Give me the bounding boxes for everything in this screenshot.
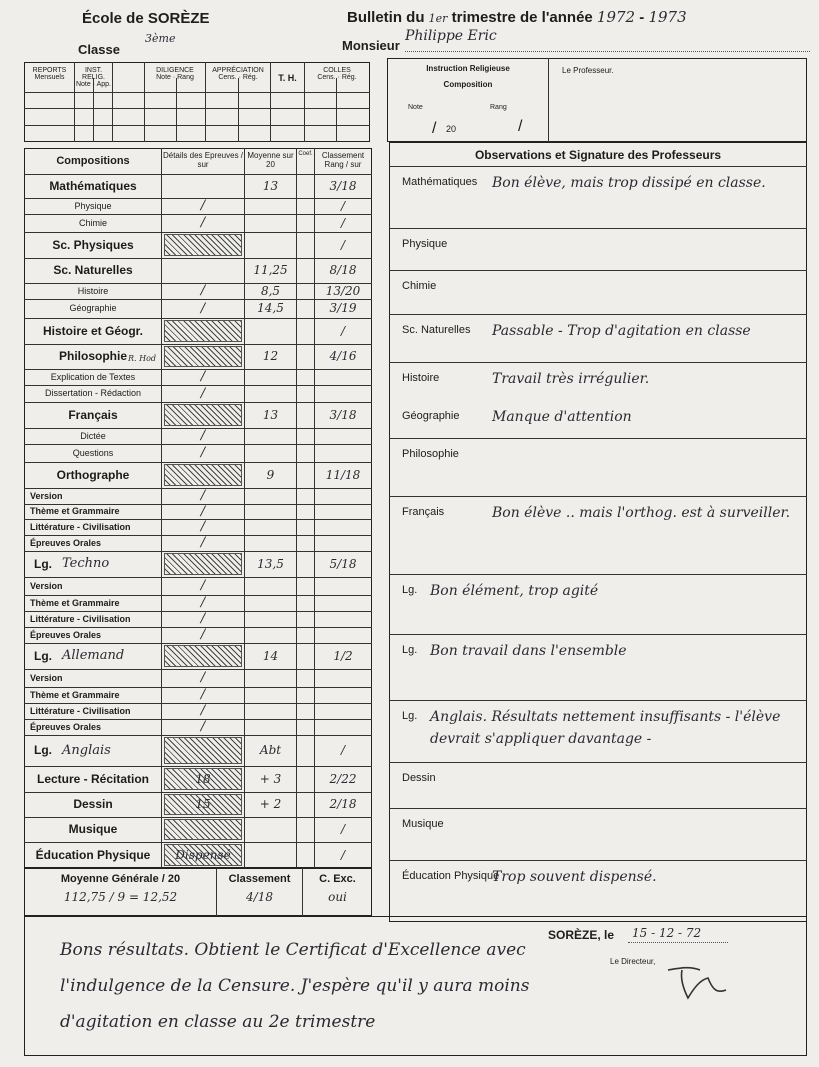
year-sep: - — [639, 9, 645, 26]
top-h-1-title: INST. RELIG. — [82, 67, 105, 81]
detail-cell: 18 — [195, 772, 211, 786]
average-cell: 11,25 — [253, 263, 288, 277]
rank-cell: 3/19 — [329, 301, 357, 315]
observation-comment: Anglais. Résultats nettement insuffisants - l'élève devrait s'appliquer davantage - — [430, 709, 781, 747]
observation-label: Mathématiques — [402, 176, 478, 188]
top-h-0-sub: Mensuels — [34, 74, 65, 81]
grades-row-label: Orthographe — [56, 468, 130, 482]
grades-row-label: Version — [30, 581, 63, 591]
rank-cell: 4/16 — [329, 349, 357, 363]
religion-title: Instruction Religieuse — [426, 64, 510, 73]
grades-row-label: Épreuves Orales — [30, 722, 102, 732]
top-h-4: T. H. — [278, 73, 297, 83]
grades-row-label: Français — [68, 408, 118, 422]
observation-label: Lg. — [402, 710, 418, 722]
rank-cell: / — [340, 822, 346, 836]
detail-cell: / — [200, 578, 206, 593]
religion-rang-slash: / — [518, 118, 523, 135]
observation-label: Philosophie — [402, 448, 459, 460]
observation-row-divider — [389, 362, 807, 363]
observation-row-divider — [389, 228, 807, 229]
bulletin-mid: trimestre de l'année — [451, 9, 593, 26]
grades-row-label: Lg. — [34, 649, 52, 663]
detail-cell: / — [200, 386, 206, 401]
trimester-value: 1er — [428, 12, 448, 25]
observation-comment: Manque d'attention — [492, 409, 632, 425]
classement-label: Classement — [228, 873, 291, 885]
grades-row-label: Épreuves Orales — [30, 538, 102, 548]
cexc-label: C. Exc. — [319, 873, 356, 885]
grades-row-label: Lg. — [34, 743, 52, 757]
rank-cell: / — [340, 848, 346, 862]
class-label: Classe — [78, 42, 120, 57]
moyenne-generale-value: 112,75 / 9 = 12,52 — [63, 890, 178, 904]
religion-subtitle: Composition — [443, 80, 493, 89]
detail-cell: / — [200, 428, 206, 443]
top-h-5-title: COLLES — [323, 67, 351, 74]
detail-cell: / — [200, 627, 206, 642]
observation-row-divider — [389, 574, 807, 575]
hatched-cell — [164, 320, 242, 342]
average-cell: 14,5 — [257, 301, 284, 315]
religion-professor-label: Le Professeur. — [562, 66, 614, 75]
grades-row-label: Lecture - Récitation — [36, 772, 150, 786]
observation-comment: Trop souvent dispensé. — [492, 869, 657, 885]
col-compositions: Compositions — [56, 155, 130, 167]
observation-row-divider — [389, 634, 807, 635]
detail-cell: / — [200, 504, 206, 519]
rank-cell: 11/18 — [325, 468, 361, 482]
student-label: Monsieur — [342, 38, 400, 53]
top-h-2 — [145, 67, 205, 81]
director-comment: Bons résultats. Obtient le Certificat d'Excellence avec l'indulgence de la Censure. J'espère qu'il y aura moins d'agitation en classe au 2e trimestre — [60, 940, 530, 1032]
bulletin-title — [347, 8, 687, 26]
average-cell: 8,5 — [260, 284, 281, 298]
detail-cell: / — [200, 719, 206, 734]
grades-row-label: Thème et Grammaire — [30, 598, 120, 608]
col-details: Détails des Epreuves / sur — [162, 151, 244, 169]
detail-cell: / — [200, 445, 206, 460]
grades-row-label: Littérature - Civilisation — [30, 614, 131, 624]
top-h-2-title: DILIGENCE — [156, 67, 194, 74]
top-h-1 — [75, 67, 112, 88]
detail-cell: 15 — [195, 797, 211, 811]
observation-label: Français — [402, 506, 445, 518]
detail-cell: / — [200, 369, 206, 384]
col-coef: Coef. — [298, 151, 313, 157]
average-cell: + 3 — [259, 772, 282, 786]
observation-comment: Bon travail dans l'ensemble — [430, 643, 627, 659]
hatched-cell — [164, 819, 242, 840]
observation-comment: Bon élève .. mais l'orthog. est à surveiller. — [492, 505, 791, 521]
grades-row-label: Chimie — [78, 218, 107, 228]
rank-cell: / — [340, 199, 346, 213]
moyenne-generale-label: Moyenne Générale / 20 — [60, 873, 181, 885]
detail-cell: / — [200, 283, 206, 298]
rank-cell: 2/22 — [329, 772, 357, 786]
hatched-cell — [164, 404, 242, 426]
grades-row-label: Littérature - Civilisation — [30, 706, 131, 716]
detail-cell: / — [200, 535, 206, 550]
observation-row-divider — [389, 860, 807, 861]
rank-cell: / — [340, 324, 346, 338]
detail-cell: / — [200, 198, 206, 213]
average-cell: Abt — [259, 743, 282, 757]
bulletin-pre: Bulletin du — [347, 9, 425, 26]
rank-cell: / — [340, 743, 346, 757]
director-signature-icon — [660, 960, 740, 1010]
language-name: Allemand — [62, 648, 125, 663]
detail-cell: / — [200, 488, 206, 503]
year-start: 1972 — [596, 8, 636, 26]
average-cell: 13 — [262, 408, 279, 422]
observation-comment: Travail très irrégulier. — [492, 371, 650, 387]
grades-row-label: Thème et Grammaire — [30, 506, 120, 516]
detail-cell: Dispensé — [175, 848, 231, 862]
observation-row-divider — [389, 808, 807, 809]
grades-row-label: Physique — [74, 201, 112, 211]
average-cell: 14 — [262, 649, 279, 663]
observation-row-divider — [389, 496, 807, 497]
classement-value: 4/18 — [246, 890, 273, 904]
detail-cell: / — [200, 215, 206, 230]
language-name: Anglais — [62, 743, 111, 758]
rank-cell: 2/18 — [329, 797, 357, 811]
observation-label: Éducation Physique — [402, 870, 500, 882]
top-h-3-sub: Cens. · Rég. — [218, 74, 258, 81]
grades-row-label: Épreuves Orales — [30, 630, 102, 640]
average-cell: + 2 — [259, 797, 282, 811]
observation-label: Histoire — [402, 372, 440, 384]
observation-comment: Bon élément, trop agité — [430, 583, 599, 599]
top-h-2-sub: Note · Rang — [156, 74, 194, 81]
top-h-3 — [206, 67, 270, 81]
observation-label: Dessin — [402, 772, 436, 784]
student-name: Philippe Eric — [405, 28, 497, 44]
observation-label: Musique — [402, 818, 444, 830]
observation-row-divider — [389, 314, 807, 315]
religion-note-label: Note — [408, 104, 423, 111]
place-label: SORÈZE, le — [548, 928, 615, 942]
average-cell: 9 — [266, 468, 275, 482]
school-name: École de SORÈZE — [82, 10, 210, 27]
hatched-cell — [164, 737, 242, 764]
observation-label: Géographie — [402, 410, 460, 422]
rank-cell: / — [340, 216, 346, 230]
rank-cell: 13/20 — [325, 284, 361, 298]
observation-row-divider — [389, 700, 807, 701]
rank-cell: 3/18 — [329, 179, 357, 193]
grades-row-label: Philosophie — [58, 349, 127, 363]
grades-row-label: Dictée — [80, 431, 106, 441]
col-moyenne: Moyenne sur 20 — [247, 151, 294, 169]
top-h-0-title: REPORTS — [32, 67, 67, 74]
rank-cell: 5/18 — [329, 557, 357, 571]
detail-cell: / — [200, 519, 206, 534]
year-end: 1973 — [648, 8, 687, 26]
grades-row-label: Éducation Physique — [35, 848, 151, 862]
grades-row-label: Version — [30, 673, 63, 683]
philosophy-note: R. Hod — [128, 354, 157, 363]
grades-row-label: Questions — [72, 448, 114, 458]
observation-row-divider — [389, 762, 807, 763]
top-h-5 — [305, 67, 369, 81]
observation-row-divider — [389, 438, 807, 439]
hatched-cell — [164, 464, 242, 486]
rank-cell: 8/18 — [329, 263, 357, 277]
grades-row-label: Dissertation - Rédaction — [44, 388, 142, 398]
observation-label: Physique — [402, 238, 448, 250]
grades-row-label: Sc. Physiques — [52, 238, 134, 252]
religion-rang-label: Rang — [490, 104, 507, 111]
top-h-5-sub: Cens. · Rég. — [317, 74, 357, 81]
rank-cell: 3/18 — [329, 408, 357, 422]
observations-box — [389, 142, 807, 922]
average-cell: 13 — [262, 179, 279, 193]
top-h-3-title: APPRÉCIATION — [212, 67, 264, 74]
average-cell: 12 — [262, 349, 279, 363]
grades-row-label: Mathématiques — [49, 179, 137, 193]
average-cell: 13,5 — [257, 557, 284, 571]
grades-row-label: Dessin — [73, 797, 113, 811]
footer-date: 15 - 12 - 72 — [632, 926, 702, 940]
detail-cell: / — [200, 703, 206, 718]
detail-cell: / — [200, 301, 206, 316]
top-h-0 — [25, 67, 74, 81]
grades-row-label: Version — [30, 491, 63, 501]
grades-row-label: Lg. — [34, 557, 52, 571]
grades-row-label: Musique — [68, 822, 118, 836]
detail-cell: / — [200, 687, 206, 702]
rank-cell: / — [340, 238, 346, 252]
grades-row-label: Géographie — [69, 303, 117, 313]
language-name: Techno — [62, 556, 110, 571]
top-h-1-sub: Note · App. — [75, 81, 112, 88]
observation-comment: Passable - Trop d'agitation en classe — [492, 323, 751, 339]
detail-cell: / — [200, 670, 206, 685]
class-value: 3ème — [145, 32, 176, 45]
grades-row-label: Littérature - Civilisation — [30, 522, 131, 532]
col-classement: Classement Rang / sur — [321, 151, 365, 169]
observations-header: Observations et Signature des Professeurs — [474, 148, 722, 162]
hatched-cell — [164, 645, 242, 667]
observation-label: Chimie — [402, 280, 437, 292]
grades-row-label: Explication de Textes — [50, 372, 136, 382]
observation-label: Sc. Naturelles — [402, 324, 471, 336]
hatched-cell — [164, 346, 242, 367]
observation-comment: Bon élève, mais trop dissipé en classe. — [492, 175, 766, 191]
observation-label: Lg. — [402, 584, 418, 596]
hatched-cell — [164, 234, 242, 256]
grades-row-label: Thème et Grammaire — [30, 690, 120, 700]
rank-cell: 1/2 — [333, 649, 353, 663]
director-label: Le Directeur, — [610, 957, 656, 966]
grades-row-label: Histoire — [77, 286, 109, 296]
observation-label: Lg. — [402, 644, 418, 656]
detail-cell: / — [200, 611, 206, 626]
observation-row-divider — [389, 270, 807, 271]
religion-note-slash: / — [432, 120, 437, 137]
grades-row-label: Histoire et Géogr. — [42, 324, 144, 338]
cexc-value: oui — [328, 890, 347, 904]
detail-cell: / — [200, 595, 206, 610]
hatched-cell — [164, 553, 242, 575]
religion-note-denominator: 20 — [446, 124, 457, 134]
grades-row-label: Sc. Naturelles — [53, 263, 133, 277]
